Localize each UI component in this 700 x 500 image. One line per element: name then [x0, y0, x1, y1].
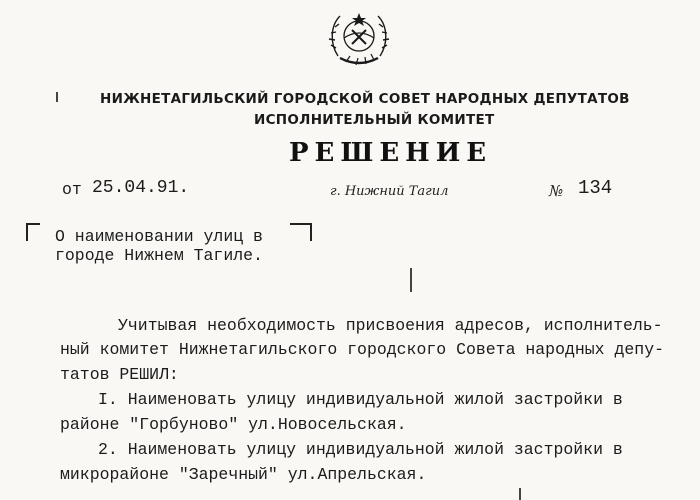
- city-name: г. Нижний Тагил: [330, 184, 449, 199]
- state-emblem-icon: [326, 4, 392, 70]
- body-line-5: районе "Горбуново" ул.Новосельская.: [60, 415, 407, 434]
- date-prefix: от: [62, 180, 82, 199]
- body-line-6: 2. Наименовать улицу индивидуальной жилой застройки в: [98, 440, 623, 459]
- document-title: РЕШЕНИЕ: [289, 138, 493, 168]
- number-sign: №: [549, 182, 564, 200]
- subject-bracket-right: [290, 223, 312, 241]
- scan-mark: [519, 488, 521, 500]
- subject-bracket-left: [26, 223, 40, 241]
- subject-line-1: О наименовании улиц в: [55, 227, 263, 246]
- document-number: 134: [578, 177, 613, 199]
- scan-mark: [410, 268, 412, 292]
- body-line-7: микрорайоне "Заречный" ул.Апрельская.: [60, 465, 427, 484]
- body-line-4: I. Наименовать улицу индивидуальной жилой застройки в: [98, 390, 623, 409]
- body-line-2: ный комитет Нижнетагильского городского Совета народных депу-: [60, 340, 664, 359]
- body-line-3: татов РЕШИЛ:: [60, 365, 179, 384]
- subject-line-2: городе Нижнем Тагиле.: [55, 246, 263, 265]
- body-line-1: Учитывая необходимость присвоения адресов, исполнитель-: [118, 316, 663, 335]
- document-date: 25.04.91.: [92, 178, 190, 198]
- header-line-2: ИСПОЛНИТЕЛЬНЫЙ КОМИТЕТ: [254, 112, 495, 128]
- scan-mark: [56, 92, 58, 102]
- header-line-1: НИЖНЕТАГИЛЬСКИЙ ГОРОДСКОЙ СОВЕТ НАРОДНЫХ ДЕПУТАТОВ: [100, 91, 630, 107]
